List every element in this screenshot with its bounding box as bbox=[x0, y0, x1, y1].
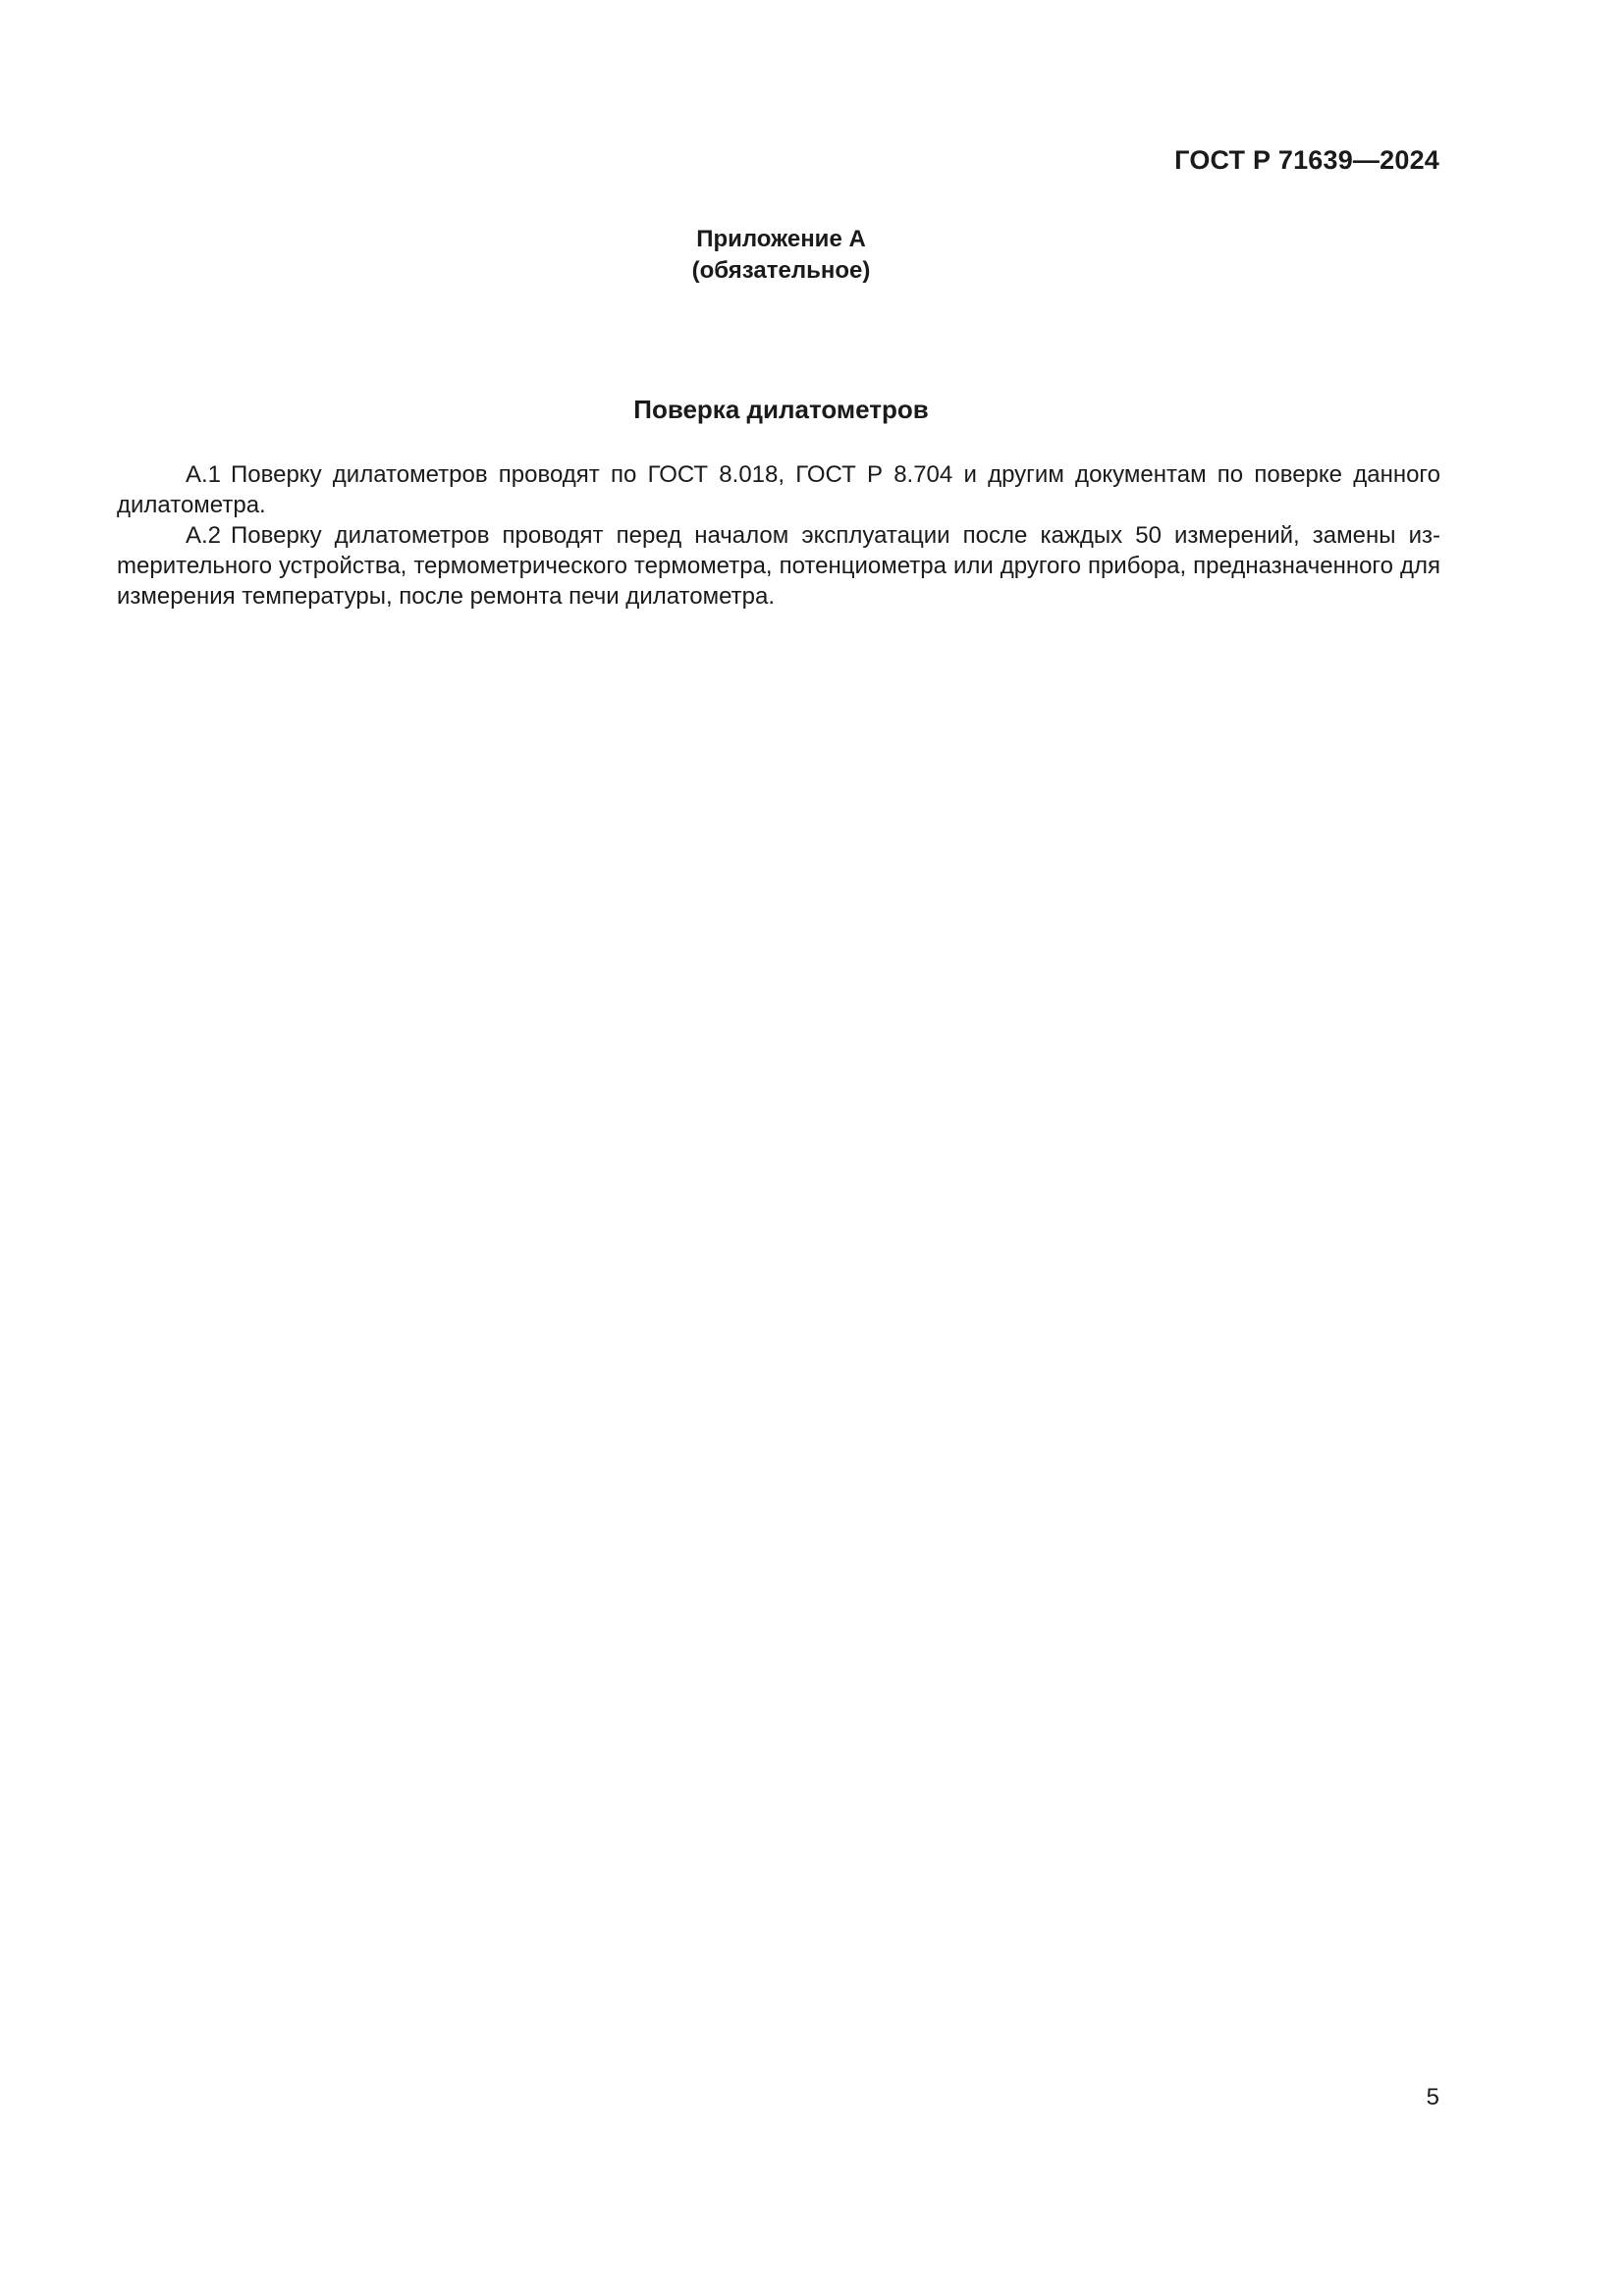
annex-title: Приложение А bbox=[696, 226, 866, 252]
document-standard-number: ГОСТ Р 71639—2024 bbox=[1174, 145, 1439, 175]
annex-status: (обязательное) bbox=[691, 257, 871, 284]
paragraph-number: А.1 bbox=[186, 461, 222, 488]
section-title: Поверка дилатометров bbox=[633, 395, 929, 424]
paragraph-a2 bbox=[117, 520, 1440, 612]
paragraph-text: Поверку дилатометров проводят по ГОСТ 8.018, ГОСТ Р 8.704 и другим документам по поверке данного дилатометра. bbox=[117, 461, 1440, 518]
paragraph-text: Поверку дилатометров проводят перед началом эксплуатации после каждых 50 измерений, замены изmерительного устройства, термометрического термометра, потенциометра или другого прибора, предназначенного для измерения температуры, после ремонта печи дилатометра. bbox=[117, 522, 1440, 610]
paragraph-number: А.2 bbox=[186, 522, 222, 549]
page-number: 5 bbox=[1426, 2084, 1439, 2110]
annex-heading bbox=[0, 224, 1562, 287]
document-body bbox=[117, 459, 1440, 612]
paragraph-a1 bbox=[117, 459, 1440, 520]
